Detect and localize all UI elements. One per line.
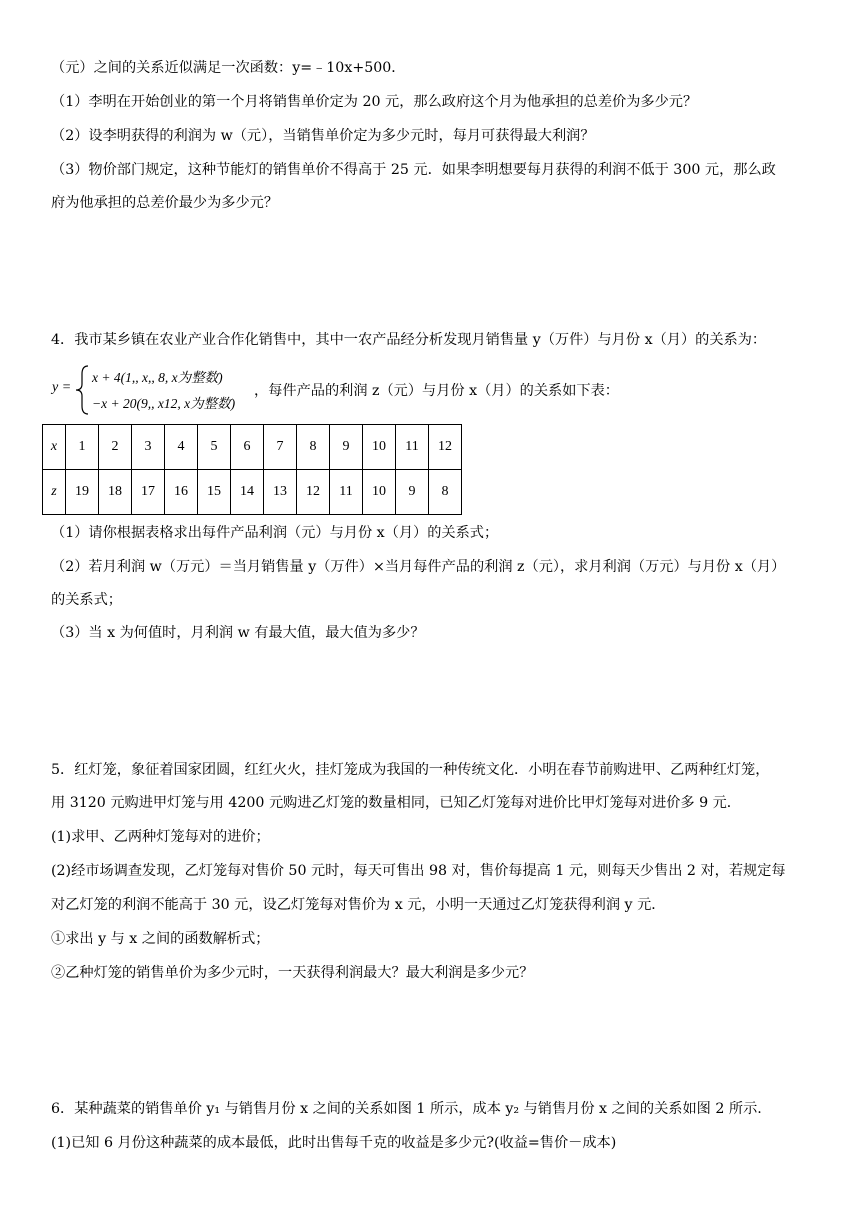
q5-line2: 用 3120 元购进甲灯笼与用 4200 元购进乙灯笼的数量相同，已知乙灯笼每对进价比甲灯笼每对进价多 9 元． (51, 795, 741, 811)
q5-sub1: ①求出 y 与 x 之间的函数解析式； (51, 931, 270, 947)
table-cell: 1 (66, 425, 99, 470)
table-cell: 9 (396, 470, 429, 515)
q3-line1: （元）之间的关系近似满足一次函数：y=﹣10x+500． (51, 60, 406, 76)
table-cell: 4 (165, 425, 198, 470)
table-cell: 10 (363, 470, 396, 515)
piecewise-row-2: −x + 20(9,, x12, x为整数) (92, 396, 236, 411)
table-row-label-x: x (43, 425, 66, 470)
table-cell: 19 (66, 470, 99, 515)
table-cell: 3 (132, 425, 165, 470)
x-z-table (42, 424, 462, 515)
q4-part2-line1: （2）若月利润 w（万元）＝当月销售量 y（万件）×当月每件产品的利润 z（元），求月利润（万元）与月份 x（月） (51, 559, 786, 575)
table-row-x (43, 425, 462, 470)
table-cell: 18 (99, 470, 132, 515)
q6-part1: (1)已知 6 月份这种蔬菜的成本最低，此时出售每千克的收益是多少元?(收益=售价－成本) (51, 1135, 617, 1151)
table-cell: 14 (231, 470, 264, 515)
table-cell: 8 (297, 425, 330, 470)
table-cell: 17 (132, 470, 165, 515)
table-cell: 7 (264, 425, 297, 470)
table-cell: 12 (429, 425, 462, 470)
table-row-z (43, 470, 462, 515)
table-cell: 5 (198, 425, 231, 470)
table-cell: 6 (231, 425, 264, 470)
q3-part1: （1）李明在开始创业的第一个月将销售单价定为 20 元，那么政府这个月为他承担的总差价为多少元？ (51, 94, 698, 110)
q5-line1: 5．红灯笼，象征着国家团圆，红红火火，挂灯笼成为我国的一种传统文化．小明在春节前购进甲、乙两种红灯笼， (51, 762, 770, 778)
table-cell: 15 (198, 470, 231, 515)
q5-sub2: ②乙种灯笼的销售单价为多少元时，一天获得利润最大？最大利润是多少元？ (51, 965, 534, 981)
q5-part1: (1)求甲、乙两种灯笼每对的进价； (51, 829, 270, 845)
q3-part2: （2）设李明获得的利润为 w（元），当销售单价定为多少元时，每月可获得最大利润？ (51, 128, 595, 144)
piecewise-y-label: y = (52, 380, 72, 395)
table-cell: 10 (363, 425, 396, 470)
table-cell: 13 (264, 470, 297, 515)
q4-part3: （3）当 x 为何值时，月利润 w 有最大值，最大值为多少？ (51, 625, 425, 641)
q4-intro: 4．我市某乡镇在农业产业合作化销售中，其中一农产品经分析发现月销售量 y（万件）与月份 x（月）的关系为： (51, 332, 767, 348)
table-cell: 8 (429, 470, 462, 515)
q4-table-intro: ，每件产品的利润 z（元）与月份 x（月）的关系如下表： (254, 383, 619, 399)
q5-part2-line2: 对乙灯笼的利润不能高于 30 元，设乙灯笼每对售价为 x 元，小明一天通过乙灯笼获得利润 y 元． (51, 897, 666, 913)
table-row-label-z: z (43, 470, 66, 515)
q5-part2-line1: (2)经市场调查发现，乙灯笼每对售价 50 元时，每天可售出 98 对，售价每提高 1 元，则每天少售出 2 对，若规定每 (51, 863, 786, 879)
q4-part2-line2: 的关系式； (51, 592, 122, 608)
q3-part3-line2: 府为他承担的总差价最少为多少元？ (51, 195, 279, 211)
table-cell: 11 (396, 425, 429, 470)
q3-part3-line1: （3）物价部门规定，这种节能灯的销售单价不得高于 25 元．如果李明想要每月获得的利润不低于 300 元，那么政 (51, 162, 776, 178)
piecewise-row-1: x + 4(1,, x,, 8, x为整数) (92, 370, 223, 385)
table-cell: 12 (297, 470, 330, 515)
q6-line1: 6．某种蔬菜的销售单价 y₁ 与销售月份 x 之间的关系如图 1 所示，成本 y₂ 与销售月份 x 之间的关系如图 2 所示. (51, 1101, 762, 1117)
q4-part1: （1）请你根据表格求出每件产品利润（元）与月份 x（月）的关系式； (51, 525, 499, 541)
table-cell: 16 (165, 470, 198, 515)
table-cell: 9 (330, 425, 363, 470)
table-cell: 2 (99, 425, 132, 470)
table-cell: 11 (330, 470, 363, 515)
